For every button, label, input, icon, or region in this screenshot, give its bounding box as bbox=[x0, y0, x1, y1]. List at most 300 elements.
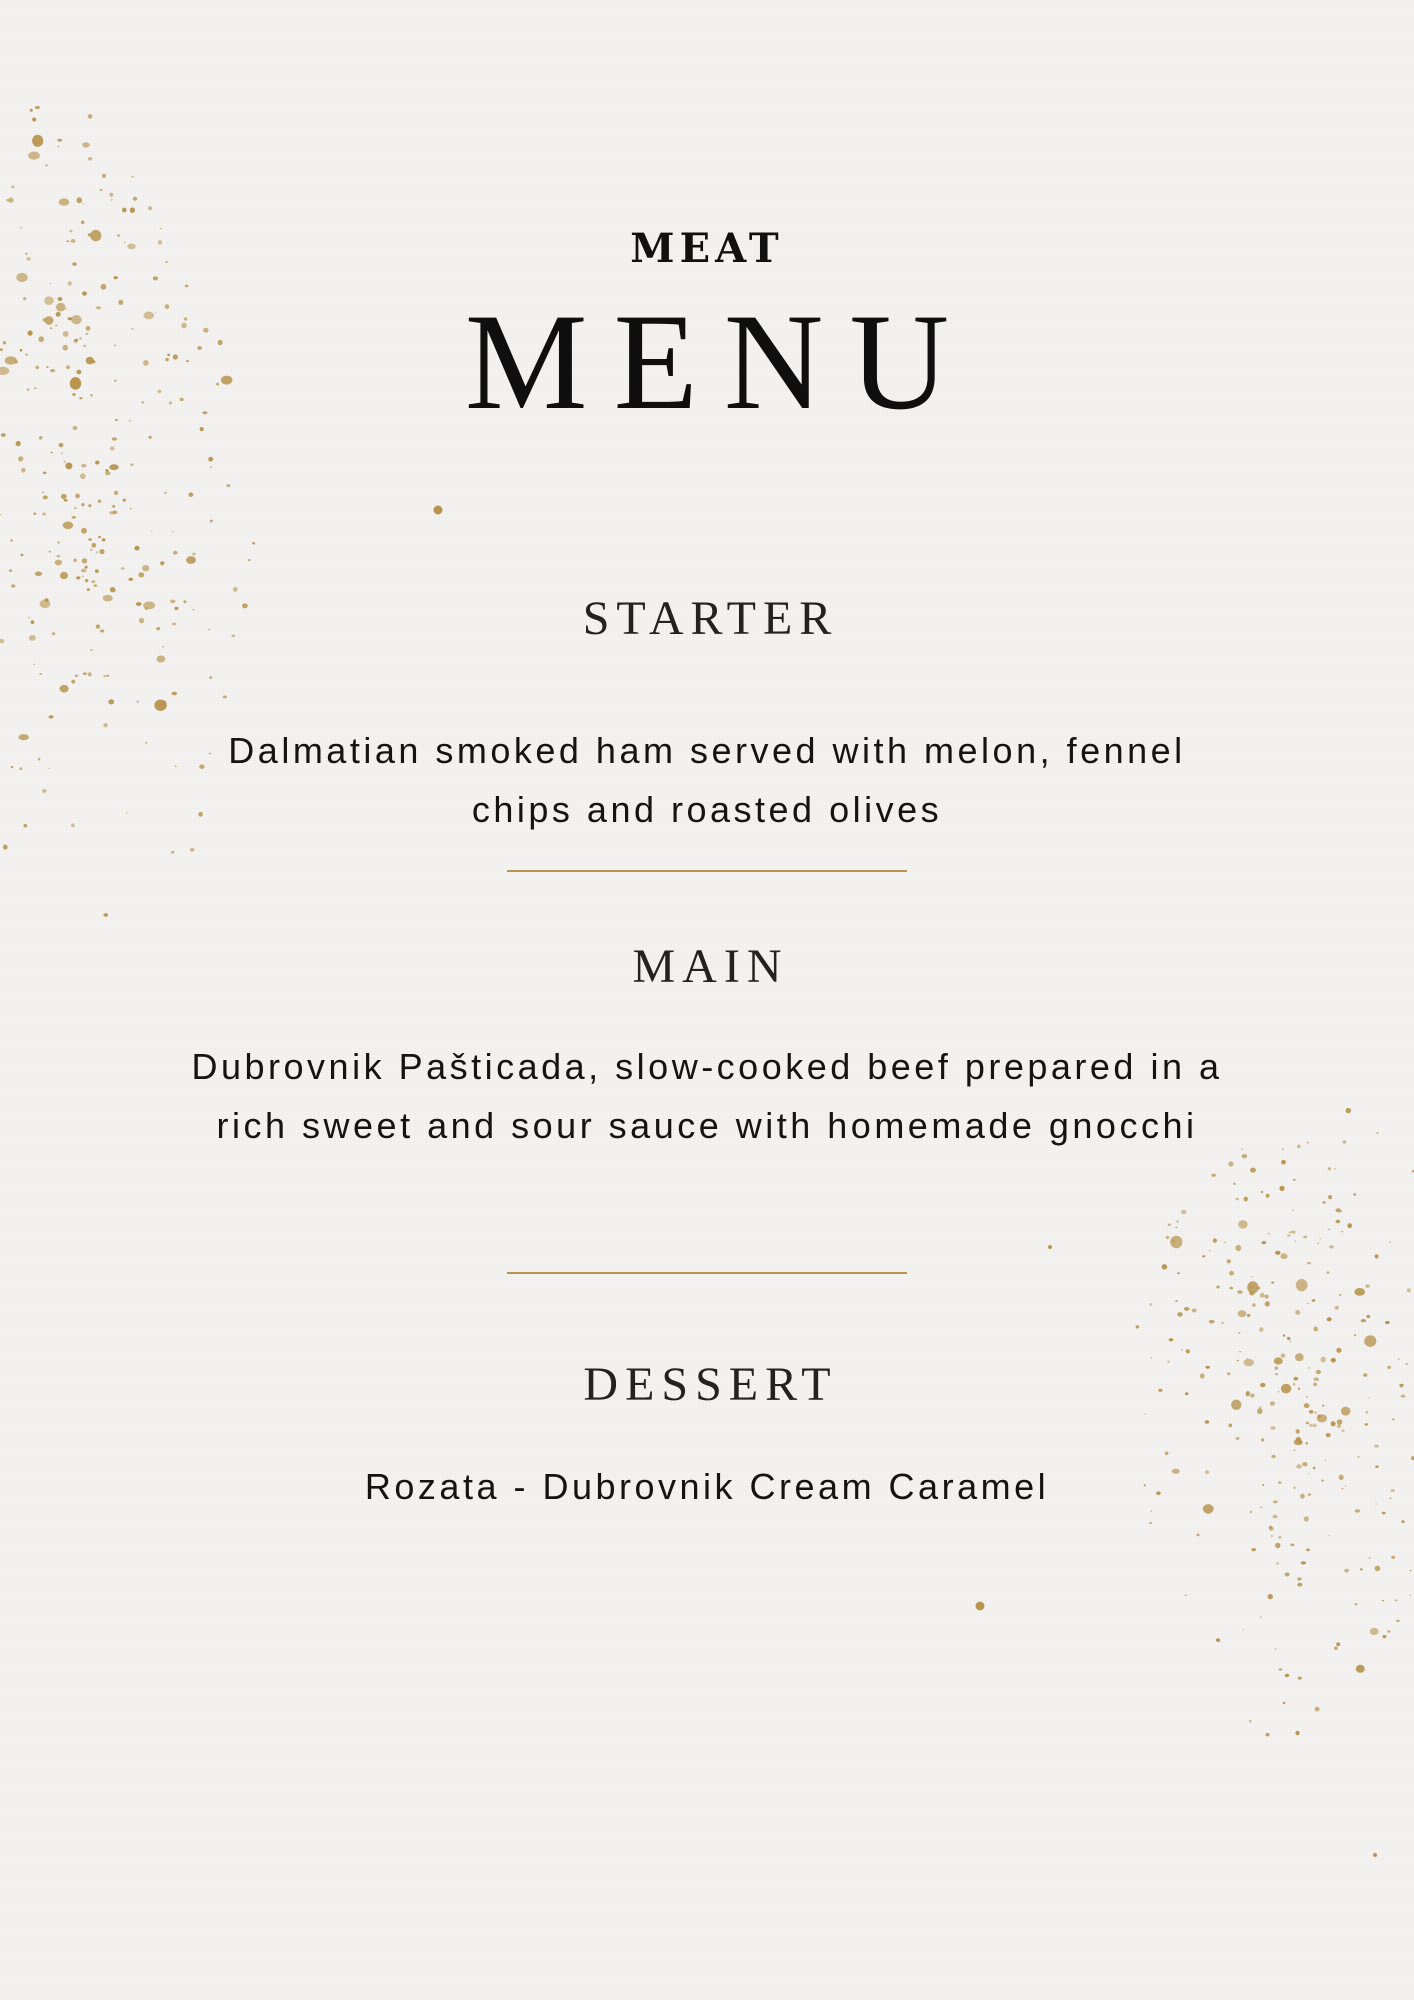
gold-speck bbox=[81, 569, 86, 573]
gold-speck bbox=[1229, 1271, 1234, 1276]
gold-speck bbox=[1328, 1195, 1332, 1199]
gold-speck bbox=[1314, 1327, 1318, 1332]
gold-speck bbox=[1292, 1209, 1294, 1210]
gold-speck bbox=[1295, 1241, 1297, 1243]
gold-speck bbox=[1382, 1635, 1386, 1638]
gold-speck bbox=[1328, 1535, 1329, 1536]
gold-speck bbox=[130, 464, 133, 467]
gold-speck bbox=[1169, 1338, 1174, 1341]
gold-speck bbox=[1249, 1285, 1253, 1289]
gold-speck bbox=[1261, 1438, 1264, 1442]
gold-speck bbox=[154, 700, 166, 711]
main-description bbox=[0, 1037, 1414, 1155]
gold-speck bbox=[1341, 1231, 1343, 1233]
gold-speck bbox=[1250, 1291, 1252, 1293]
gold-speck bbox=[1353, 1193, 1356, 1196]
gold-speck bbox=[75, 494, 80, 499]
gold-speck bbox=[112, 437, 117, 441]
gold-speck bbox=[1354, 1334, 1356, 1336]
main-description-line: rich sweet and sour sauce with homemade gnocchi bbox=[216, 1105, 1198, 1146]
gold-speck bbox=[88, 114, 93, 119]
gold-speck bbox=[81, 528, 87, 534]
gold-speck bbox=[1356, 1665, 1365, 1673]
gold-speck bbox=[1227, 1259, 1231, 1263]
gold-speck bbox=[172, 692, 178, 696]
gold-speck bbox=[192, 553, 196, 556]
gold-speck bbox=[1373, 1853, 1377, 1857]
gold-speck bbox=[142, 565, 149, 571]
gold-speck bbox=[0, 514, 1, 515]
gold-speck bbox=[1279, 1668, 1283, 1670]
gold-speck bbox=[32, 135, 43, 147]
gold-speck bbox=[1312, 1299, 1316, 1302]
gold-speck bbox=[1238, 1220, 1247, 1228]
gold-speck bbox=[208, 457, 213, 462]
gold-speck bbox=[95, 461, 99, 465]
gold-speck bbox=[1175, 1300, 1178, 1302]
gold-speck bbox=[11, 186, 14, 189]
gold-speck bbox=[1331, 1421, 1336, 1426]
gold-speck bbox=[1329, 1245, 1334, 1248]
gold-speck bbox=[82, 558, 87, 563]
gold-speck bbox=[1230, 1287, 1234, 1290]
gold-speck bbox=[82, 576, 84, 577]
main-description-line: Dubrovnik Pašticada, slow-cooked beef prepared in a bbox=[191, 1046, 1223, 1087]
gold-speck bbox=[1175, 1227, 1177, 1229]
gold-speck bbox=[1269, 1526, 1274, 1531]
gold-speck bbox=[105, 471, 110, 475]
gold-speck bbox=[1149, 1522, 1152, 1524]
dessert-description bbox=[0, 1457, 1414, 1516]
gold-speck bbox=[1313, 1424, 1317, 1428]
gold-speck bbox=[1366, 1315, 1370, 1318]
gold-speck bbox=[35, 572, 42, 577]
gold-speck bbox=[1262, 1241, 1267, 1244]
gold-speck bbox=[108, 699, 114, 704]
gold-speck bbox=[1370, 1628, 1379, 1635]
starter-heading: STARTER bbox=[582, 592, 839, 645]
gold-speck bbox=[1211, 1174, 1215, 1177]
gold-speck bbox=[976, 1602, 985, 1611]
gold-speck bbox=[1181, 1210, 1187, 1215]
gold-speck bbox=[49, 715, 54, 718]
gold-speck bbox=[1334, 1647, 1338, 1650]
gold-speck bbox=[9, 570, 13, 572]
gold-speck bbox=[83, 673, 87, 675]
gold-speck bbox=[1301, 1561, 1306, 1564]
gold-speck bbox=[128, 578, 133, 581]
gold-speck bbox=[1281, 1160, 1286, 1165]
gold-speck bbox=[1410, 1595, 1411, 1596]
gold-speck bbox=[1247, 1314, 1250, 1317]
gold-speck bbox=[1247, 1281, 1258, 1293]
gold-speck bbox=[75, 675, 78, 677]
gold-speck bbox=[1401, 1520, 1404, 1523]
gold-speck bbox=[1296, 1279, 1308, 1291]
gold-speck bbox=[1354, 1288, 1365, 1296]
gold-speck bbox=[39, 436, 42, 440]
gold-speck bbox=[1396, 1620, 1399, 1622]
gold-speck bbox=[1251, 1548, 1256, 1551]
gold-speck bbox=[1, 433, 6, 437]
gold-speck bbox=[1389, 1242, 1391, 1243]
gold-speck bbox=[1336, 1220, 1341, 1224]
gold-speck bbox=[1275, 1251, 1281, 1255]
gold-speck bbox=[109, 464, 118, 470]
gold-speck bbox=[1249, 1289, 1251, 1290]
gold-speck bbox=[134, 546, 139, 551]
gold-speck bbox=[1334, 1168, 1336, 1169]
gold-speck bbox=[1233, 1182, 1236, 1185]
gold-speck bbox=[136, 701, 139, 703]
gold-speck bbox=[1336, 1348, 1341, 1353]
gold-speck bbox=[112, 505, 115, 508]
gold-speck bbox=[1410, 1570, 1412, 1572]
gold-speck bbox=[1290, 1544, 1294, 1547]
gold-speck bbox=[226, 484, 230, 487]
gold-speck bbox=[61, 453, 63, 454]
gold-speck bbox=[88, 672, 92, 676]
gold-speck bbox=[210, 466, 212, 468]
gold-speck bbox=[1236, 1245, 1242, 1251]
gold-speck bbox=[1285, 1674, 1290, 1677]
gold-speck bbox=[65, 463, 72, 470]
gold-speck bbox=[210, 520, 214, 523]
gold-speck bbox=[1392, 1418, 1395, 1420]
gold-speck bbox=[1209, 1320, 1215, 1324]
gold-speck bbox=[1228, 1161, 1233, 1166]
gold-speck bbox=[88, 504, 91, 507]
gold-speck bbox=[1271, 1535, 1273, 1537]
gold-speck bbox=[39, 673, 42, 675]
gold-speck bbox=[64, 461, 66, 463]
section-divider bbox=[507, 870, 907, 872]
gold-speck bbox=[153, 276, 158, 280]
gold-speck bbox=[1339, 1210, 1342, 1213]
gold-speck bbox=[101, 284, 107, 290]
gold-speck bbox=[1221, 1322, 1224, 1324]
gold-speck bbox=[1365, 1423, 1369, 1425]
gold-speck bbox=[43, 496, 48, 500]
gold-speck bbox=[1293, 1179, 1296, 1181]
gold-speck bbox=[1294, 1439, 1303, 1445]
gold-speck bbox=[102, 174, 106, 178]
gold-speck bbox=[1216, 1638, 1220, 1642]
gold-speck bbox=[1177, 1272, 1180, 1274]
gold-speck bbox=[1306, 1549, 1310, 1552]
gold-speck bbox=[51, 452, 53, 454]
gold-speck bbox=[1237, 1290, 1242, 1294]
gold-speck bbox=[1304, 1516, 1309, 1521]
gold-speck bbox=[1375, 1254, 1379, 1258]
gold-speck bbox=[59, 443, 64, 447]
gold-speck bbox=[1328, 1167, 1331, 1170]
gold-speck bbox=[1382, 1600, 1384, 1602]
gold-speck bbox=[1216, 1286, 1220, 1289]
gold-speck bbox=[1251, 1276, 1253, 1277]
gold-speck bbox=[132, 176, 134, 178]
gold-speck bbox=[164, 492, 167, 494]
gold-speck bbox=[3, 845, 8, 850]
gold-speck bbox=[1295, 1731, 1299, 1736]
gold-speck bbox=[122, 208, 127, 213]
gold-speck bbox=[1229, 1424, 1233, 1428]
menu-title: MENU bbox=[464, 285, 976, 438]
gold-speck bbox=[1209, 1250, 1211, 1251]
gold-speck bbox=[1385, 1321, 1390, 1324]
gold-speck bbox=[72, 516, 76, 519]
gold-speck bbox=[151, 531, 153, 532]
gold-speck bbox=[104, 675, 106, 677]
dessert-description-line: Rozata - Dubrovnik Cream Caramel bbox=[364, 1466, 1050, 1507]
gold-speck bbox=[1298, 1677, 1302, 1680]
gold-speck bbox=[91, 580, 95, 583]
gold-speck bbox=[1236, 1198, 1239, 1201]
gold-speck bbox=[173, 551, 178, 555]
gold-speck bbox=[111, 199, 113, 201]
gold-speck bbox=[63, 522, 74, 530]
gold-speck bbox=[1260, 1293, 1265, 1298]
gold-speck bbox=[130, 508, 132, 510]
gold-speck bbox=[103, 538, 106, 541]
gold-speck bbox=[1224, 1242, 1226, 1244]
gold-speck bbox=[1166, 1236, 1169, 1239]
gold-speck bbox=[73, 558, 76, 562]
gold-speck bbox=[121, 567, 125, 569]
gold-speck bbox=[1276, 1563, 1279, 1565]
gold-speck bbox=[434, 506, 443, 515]
gold-speck bbox=[1368, 1557, 1370, 1559]
gold-speck bbox=[160, 561, 164, 565]
gold-speck bbox=[57, 542, 59, 544]
gold-speck bbox=[1238, 1310, 1247, 1317]
gold-speck bbox=[16, 273, 27, 282]
gold-speck bbox=[1322, 1201, 1326, 1204]
gold-speck bbox=[60, 572, 68, 579]
gold-speck bbox=[10, 539, 12, 541]
gold-speck bbox=[95, 569, 99, 573]
gold-speck bbox=[57, 146, 59, 148]
gold-speck bbox=[185, 285, 189, 288]
gold-speck bbox=[1268, 1594, 1273, 1599]
gold-speck bbox=[1365, 1284, 1370, 1288]
section-divider bbox=[507, 1272, 907, 1274]
gold-speck bbox=[1360, 1568, 1363, 1570]
gold-speck bbox=[1391, 1556, 1395, 1559]
gold-speck bbox=[96, 551, 98, 553]
gold-speck bbox=[98, 499, 102, 503]
gold-speck bbox=[50, 283, 52, 284]
gold-speck bbox=[1297, 1583, 1302, 1587]
gold-speck bbox=[1298, 1578, 1302, 1580]
gold-speck bbox=[56, 555, 60, 558]
gold-speck bbox=[1172, 1239, 1176, 1243]
gold-speck bbox=[1252, 1303, 1255, 1307]
starter-description bbox=[0, 721, 1414, 839]
gold-speck bbox=[1344, 1569, 1349, 1573]
gold-speck bbox=[1197, 1534, 1200, 1537]
gold-speck bbox=[90, 649, 93, 651]
gold-speck bbox=[1299, 1441, 1302, 1444]
gold-speck bbox=[1364, 1335, 1376, 1347]
gold-speck bbox=[90, 549, 92, 551]
gold-speck bbox=[138, 572, 144, 577]
gold-speck bbox=[1317, 1414, 1327, 1422]
gold-speck bbox=[1341, 1430, 1344, 1432]
gold-speck bbox=[1279, 1536, 1282, 1539]
gold-speck bbox=[1297, 1577, 1301, 1581]
gold-speck bbox=[1287, 1235, 1290, 1237]
gold-speck bbox=[94, 584, 97, 587]
gold-speck bbox=[190, 848, 195, 852]
gold-speck bbox=[114, 276, 118, 279]
starter-description-line: Dalmatian smoked ham served with melon, fennel bbox=[228, 730, 1186, 771]
gold-speck bbox=[1271, 1282, 1274, 1284]
gold-speck bbox=[1294, 1450, 1296, 1451]
gold-speck bbox=[109, 193, 113, 197]
gold-speck bbox=[162, 701, 167, 705]
gold-speck bbox=[1184, 1307, 1190, 1311]
gold-speck bbox=[133, 197, 138, 201]
gold-speck bbox=[1239, 1351, 1241, 1352]
main-heading: MAIN bbox=[632, 940, 789, 993]
gold-speck bbox=[1336, 1208, 1341, 1212]
gold-speck bbox=[1185, 1594, 1187, 1596]
gold-speck bbox=[149, 436, 152, 439]
gold-speck bbox=[76, 576, 80, 579]
gold-speck bbox=[1257, 1286, 1261, 1289]
gold-speck bbox=[1181, 1349, 1183, 1351]
gold-speck bbox=[103, 913, 108, 917]
gold-speck bbox=[1186, 1349, 1190, 1353]
gold-speck bbox=[1268, 1233, 1270, 1235]
gold-speck bbox=[1145, 1414, 1147, 1415]
gold-speck bbox=[110, 446, 115, 450]
gold-speck bbox=[1149, 1303, 1152, 1305]
gold-speck bbox=[1307, 1262, 1311, 1264]
gold-speck bbox=[99, 549, 104, 554]
gold-speck bbox=[28, 152, 40, 160]
gold-speck bbox=[74, 507, 76, 509]
gold-speck bbox=[55, 560, 62, 566]
dessert-heading: DESSERT bbox=[583, 1358, 838, 1411]
gold-speck bbox=[81, 464, 86, 468]
gold-speck bbox=[1250, 1168, 1256, 1173]
gold-speck bbox=[20, 554, 23, 557]
gold-speck bbox=[1244, 1197, 1248, 1202]
gold-speck bbox=[35, 106, 40, 109]
gold-speck bbox=[85, 579, 89, 582]
gold-speck bbox=[1326, 1433, 1331, 1437]
gold-speck bbox=[1289, 1341, 1291, 1342]
gold-speck bbox=[68, 281, 72, 285]
gold-speck bbox=[1291, 1230, 1296, 1233]
gold-speck bbox=[1320, 1238, 1322, 1239]
gold-speck bbox=[1317, 1243, 1319, 1245]
gold-speck bbox=[98, 536, 101, 538]
gold-speck bbox=[1337, 1424, 1341, 1428]
gold-speck bbox=[223, 696, 227, 699]
gold-speck bbox=[1136, 1325, 1139, 1328]
gold-speck bbox=[57, 139, 62, 142]
gold-speck bbox=[1265, 1301, 1270, 1306]
gold-speck bbox=[71, 680, 75, 684]
gold-speck bbox=[209, 676, 212, 679]
gold-speck bbox=[1361, 1319, 1366, 1322]
gold-speck bbox=[172, 531, 174, 532]
gold-speck bbox=[85, 566, 88, 569]
gold-speck bbox=[8, 197, 13, 202]
gold-speck bbox=[30, 109, 33, 112]
gold-speck bbox=[1374, 1445, 1378, 1448]
gold-speck bbox=[1176, 1220, 1178, 1222]
gold-speck bbox=[81, 503, 84, 506]
gold-speck bbox=[83, 204, 85, 205]
gold-speck bbox=[248, 559, 250, 561]
gold-speck bbox=[33, 512, 36, 515]
gold-speck bbox=[1306, 1442, 1309, 1445]
gold-speck bbox=[1170, 1236, 1182, 1249]
gold-speck bbox=[1275, 1543, 1280, 1548]
gold-speck bbox=[64, 499, 68, 502]
gold-speck bbox=[59, 198, 70, 206]
gold-speck bbox=[1315, 1707, 1320, 1712]
gold-speck bbox=[252, 542, 255, 544]
gold-speck bbox=[1260, 1616, 1262, 1617]
gold-speck bbox=[1283, 1334, 1285, 1336]
gold-speck bbox=[1296, 1437, 1302, 1443]
gold-speck bbox=[80, 473, 86, 479]
gold-speck bbox=[186, 556, 196, 564]
gold-speck bbox=[1162, 1264, 1168, 1269]
gold-speck bbox=[88, 157, 92, 161]
gold-speck bbox=[88, 538, 92, 541]
gold-speck bbox=[1202, 1255, 1205, 1257]
gold-speck bbox=[1317, 1414, 1321, 1418]
gold-speck bbox=[109, 511, 114, 514]
gold-speck bbox=[82, 142, 90, 147]
gold-speck bbox=[1335, 1306, 1339, 1310]
gold-speck bbox=[1168, 1224, 1171, 1227]
gold-speck bbox=[102, 538, 105, 541]
menu-eyebrow: MEAT bbox=[630, 225, 784, 272]
gold-speck bbox=[1266, 1194, 1270, 1198]
gold-speck bbox=[1336, 1642, 1340, 1646]
gold-speck bbox=[1309, 1424, 1313, 1427]
gold-speck bbox=[1327, 1271, 1330, 1273]
gold-speck bbox=[1295, 1310, 1300, 1315]
gold-speck bbox=[171, 851, 174, 854]
gold-speck bbox=[106, 675, 109, 677]
gold-speck bbox=[114, 491, 118, 495]
gold-speck bbox=[100, 189, 103, 192]
gold-speck bbox=[77, 197, 83, 203]
gold-speck bbox=[1243, 1629, 1244, 1630]
gold-speck bbox=[1289, 1232, 1291, 1234]
gold-speck bbox=[1265, 1295, 1269, 1299]
gold-speck bbox=[1337, 1419, 1343, 1424]
gold-speck bbox=[1307, 1303, 1309, 1304]
gold-speck bbox=[1306, 1422, 1309, 1425]
gold-speck bbox=[1213, 1238, 1217, 1242]
starter-description-line: chips and roasted olives bbox=[471, 789, 943, 830]
gold-speck bbox=[42, 491, 44, 493]
gold-speck bbox=[1269, 1526, 1272, 1529]
gold-speck bbox=[1280, 1253, 1287, 1259]
gold-speck bbox=[43, 472, 46, 475]
gold-speck bbox=[1249, 1291, 1254, 1295]
gold-speck bbox=[1266, 1733, 1270, 1737]
